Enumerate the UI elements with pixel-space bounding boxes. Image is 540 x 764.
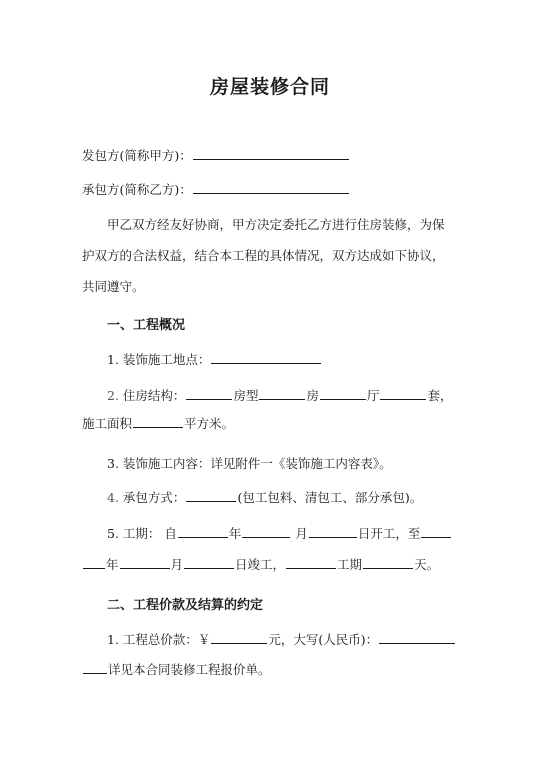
item-1-label: 1. 装饰施工地点： (107, 352, 211, 367)
item-3-line: 3. 装饰施工内容：详见附件一《装饰施工内容表》。 (107, 456, 392, 471)
item-5-period: 工期 (337, 557, 363, 572)
contract-method-blank[interactable] (186, 489, 236, 502)
end-year-blank-a[interactable] (421, 525, 451, 538)
structure-blank-4[interactable] (380, 387, 426, 400)
s2-item-1-line2: 详见本合同装修工程报价单。 (108, 662, 271, 677)
document-title: 房屋装修合同 (209, 76, 330, 98)
party-a-blank[interactable] (193, 147, 349, 160)
intro-line-3: 共同遵守。 (82, 279, 145, 294)
item-5-num: 5. (107, 526, 119, 541)
start-month-blank[interactable] (242, 525, 290, 538)
item-5-year: 年 (228, 526, 242, 541)
structure-blank-1[interactable] (186, 387, 232, 400)
item-5-line (107, 524, 452, 542)
section-1-heading: 一、工程概况 (107, 318, 186, 333)
item-2-t2: 房 (306, 388, 319, 403)
item-5-label: 工期： 自 (122, 526, 177, 541)
end-day-blank[interactable] (184, 556, 234, 569)
item-2-line (107, 386, 453, 404)
item-2-t1: 房型 (233, 388, 259, 403)
price-uppercase-blank-b[interactable] (83, 661, 107, 674)
item-5-month: 月 (295, 526, 308, 541)
construction-address-blank[interactable] (211, 351, 321, 364)
section-2-heading: 二、工程价款及结算的约定 (107, 598, 264, 613)
item-1-line (107, 350, 322, 368)
intro-line-2: 护双方的合法权益，结合本工程的具体情况，双方达成如下协议， (82, 248, 445, 263)
item-2-line-2 (82, 414, 234, 432)
item-4-num: 4. (107, 490, 119, 505)
item-4-rest: (包工包料、清包工、部分承包)。 (237, 490, 423, 505)
item-5-days: 天。 (414, 557, 440, 572)
item-4-line (107, 488, 422, 506)
total-price-blank[interactable] (211, 631, 267, 644)
party-b-line (82, 180, 350, 198)
item-2-area-unit: 平方米。 (184, 416, 235, 431)
period-days-blank[interactable] (363, 556, 413, 569)
s2-item-1-label: 1. 工程总价款：￥ (107, 632, 211, 647)
s2-item-1-line-2 (82, 660, 271, 678)
period-blank-1[interactable] (286, 556, 336, 569)
item-5-start: 日开工，至 (357, 526, 421, 541)
structure-blank-2[interactable] (259, 387, 305, 400)
item-5-line-2 (82, 555, 439, 573)
item-2-t3: 厅 (366, 388, 380, 403)
item-2-t4: 套， (427, 388, 453, 403)
area-blank[interactable] (133, 415, 183, 428)
item-4-label: 承包方式： (122, 490, 186, 505)
item-2-label: 住房结构： (122, 388, 186, 403)
start-year-blank[interactable] (178, 525, 228, 538)
structure-blank-3[interactable] (320, 387, 366, 400)
party-a-line (82, 146, 350, 164)
item-5-end: 日竣工， (235, 557, 286, 572)
party-b-blank[interactable] (193, 181, 349, 194)
end-year-blank-b[interactable] (83, 556, 105, 569)
item-2-num: 2. (107, 388, 119, 403)
item-5-year-2: 年 (106, 557, 119, 572)
party-a-label: 发包方(简称甲方)： (82, 148, 192, 163)
item-2-area-label: 施工面积 (82, 416, 133, 431)
intro-line-1: 甲乙双方经友好协商，甲方决定委托乙方进行住房装修，为保 (107, 217, 445, 232)
start-day-blank[interactable] (309, 525, 357, 538)
end-month-blank[interactable] (120, 556, 170, 569)
s2-item-1-line (107, 630, 456, 648)
party-b-label: 承包方(简称乙方)： (82, 182, 192, 197)
item-5-month-2: 月 (170, 557, 184, 572)
price-uppercase-blank-a[interactable] (379, 631, 455, 644)
s2-item-1-yuan: 元，大写(人民币)： (268, 632, 379, 647)
